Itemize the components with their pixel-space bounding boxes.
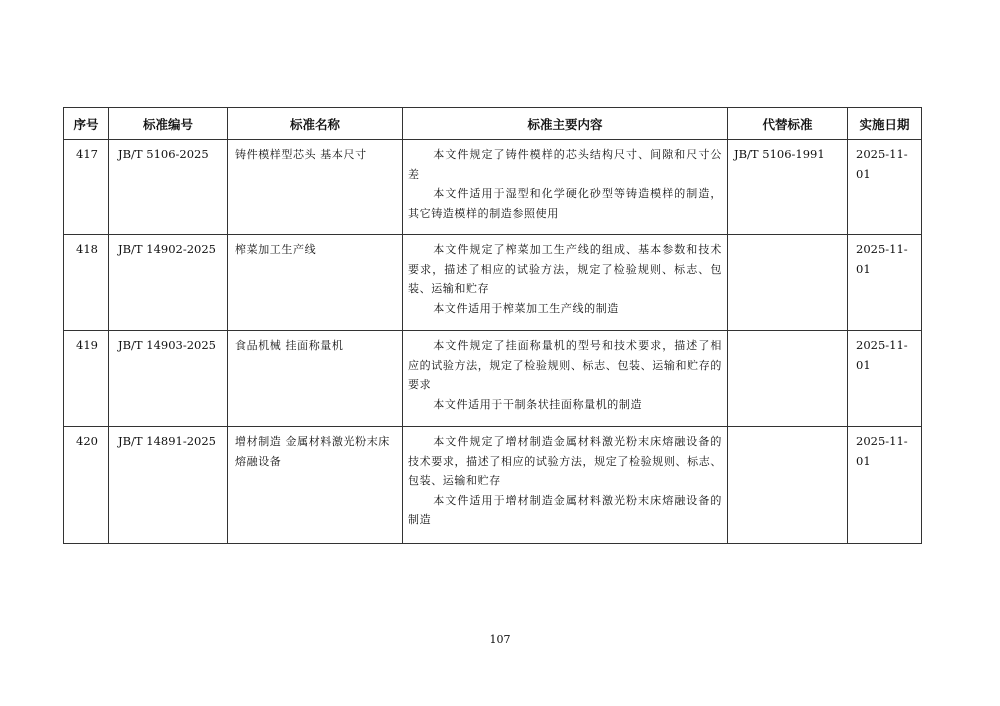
content-paragraph: 本文件适用于榨菜加工生产线的制造 xyxy=(433,301,619,315)
standards-table-container xyxy=(63,107,921,544)
row-replace: JB/T 5106-1991 xyxy=(728,140,848,235)
row-content xyxy=(403,331,728,427)
row-code: JB/T 14903-2025 xyxy=(109,331,228,427)
row-code: JB/T 14891-2025 xyxy=(109,427,228,544)
row-date: 2025-11-01 xyxy=(848,331,922,427)
header-replace: 代替标准 xyxy=(728,108,848,140)
table-row xyxy=(64,140,922,235)
row-replace xyxy=(728,235,848,331)
row-content xyxy=(403,427,728,544)
content-paragraph: 本文件规定了铸件模样的芯头结构尺寸、间隙和尺寸公差 xyxy=(408,148,722,181)
header-seq: 序号 xyxy=(64,108,109,140)
standards-table xyxy=(63,107,922,544)
content-paragraph: 本文件适用于湿型和化学硬化砂型等铸造模样的制造，其它铸造模样的制造参照使用 xyxy=(408,187,722,220)
content-paragraph: 本文件适用于干制条状挂面称量机的制造 xyxy=(433,397,643,411)
header-name: 标准名称 xyxy=(228,108,403,140)
table-row xyxy=(64,235,922,331)
header-date: 实施日期 xyxy=(848,108,922,140)
row-seq: 417 xyxy=(64,140,109,235)
table-header-row xyxy=(64,108,922,140)
row-seq: 418 xyxy=(64,235,109,331)
header-content: 标准主要内容 xyxy=(403,108,728,140)
row-content xyxy=(403,235,728,331)
table-row xyxy=(64,331,922,427)
row-date: 2025-11-01 xyxy=(848,427,922,544)
row-name: 食品机械 挂面称量机 xyxy=(228,331,403,427)
row-seq: 420 xyxy=(64,427,109,544)
content-paragraph: 本文件规定了挂面称量机的型号和技术要求，描述了相应的试验方法，规定了检验规则、标志、包装、运输和贮存的要求 xyxy=(408,339,722,391)
table-row xyxy=(64,427,922,544)
row-code: JB/T 5106-2025 xyxy=(109,140,228,235)
row-code: JB/T 14902-2025 xyxy=(109,235,228,331)
row-date: 2025-11-01 xyxy=(848,140,922,235)
row-date: 2025-11-01 xyxy=(848,235,922,331)
header-code: 标准编号 xyxy=(109,108,228,140)
content-paragraph: 本文件适用于增材制造金属材料激光粉末床熔融设备的制造 xyxy=(408,493,722,526)
content-paragraph: 本文件规定了增材制造金属材料激光粉末床熔融设备的技术要求，描述了相应的试验方法，规定了检验规则、标志、包装、运输和贮存 xyxy=(408,435,722,487)
row-name: 榨菜加工生产线 xyxy=(228,235,403,331)
content-paragraph: 本文件规定了榨菜加工生产线的组成、基本参数和技术要求，描述了相应的试验方法，规定了检验规则、标志、包装、运输和贮存 xyxy=(408,243,722,295)
page-number: 107 xyxy=(489,633,511,646)
row-name: 铸件模样型芯头 基本尺寸 xyxy=(228,140,403,235)
row-seq: 419 xyxy=(64,331,109,427)
row-content xyxy=(403,140,728,235)
row-replace xyxy=(728,427,848,544)
row-name: 增材制造 金属材料激光粉末床熔融设备 xyxy=(228,427,403,544)
row-replace xyxy=(728,331,848,427)
